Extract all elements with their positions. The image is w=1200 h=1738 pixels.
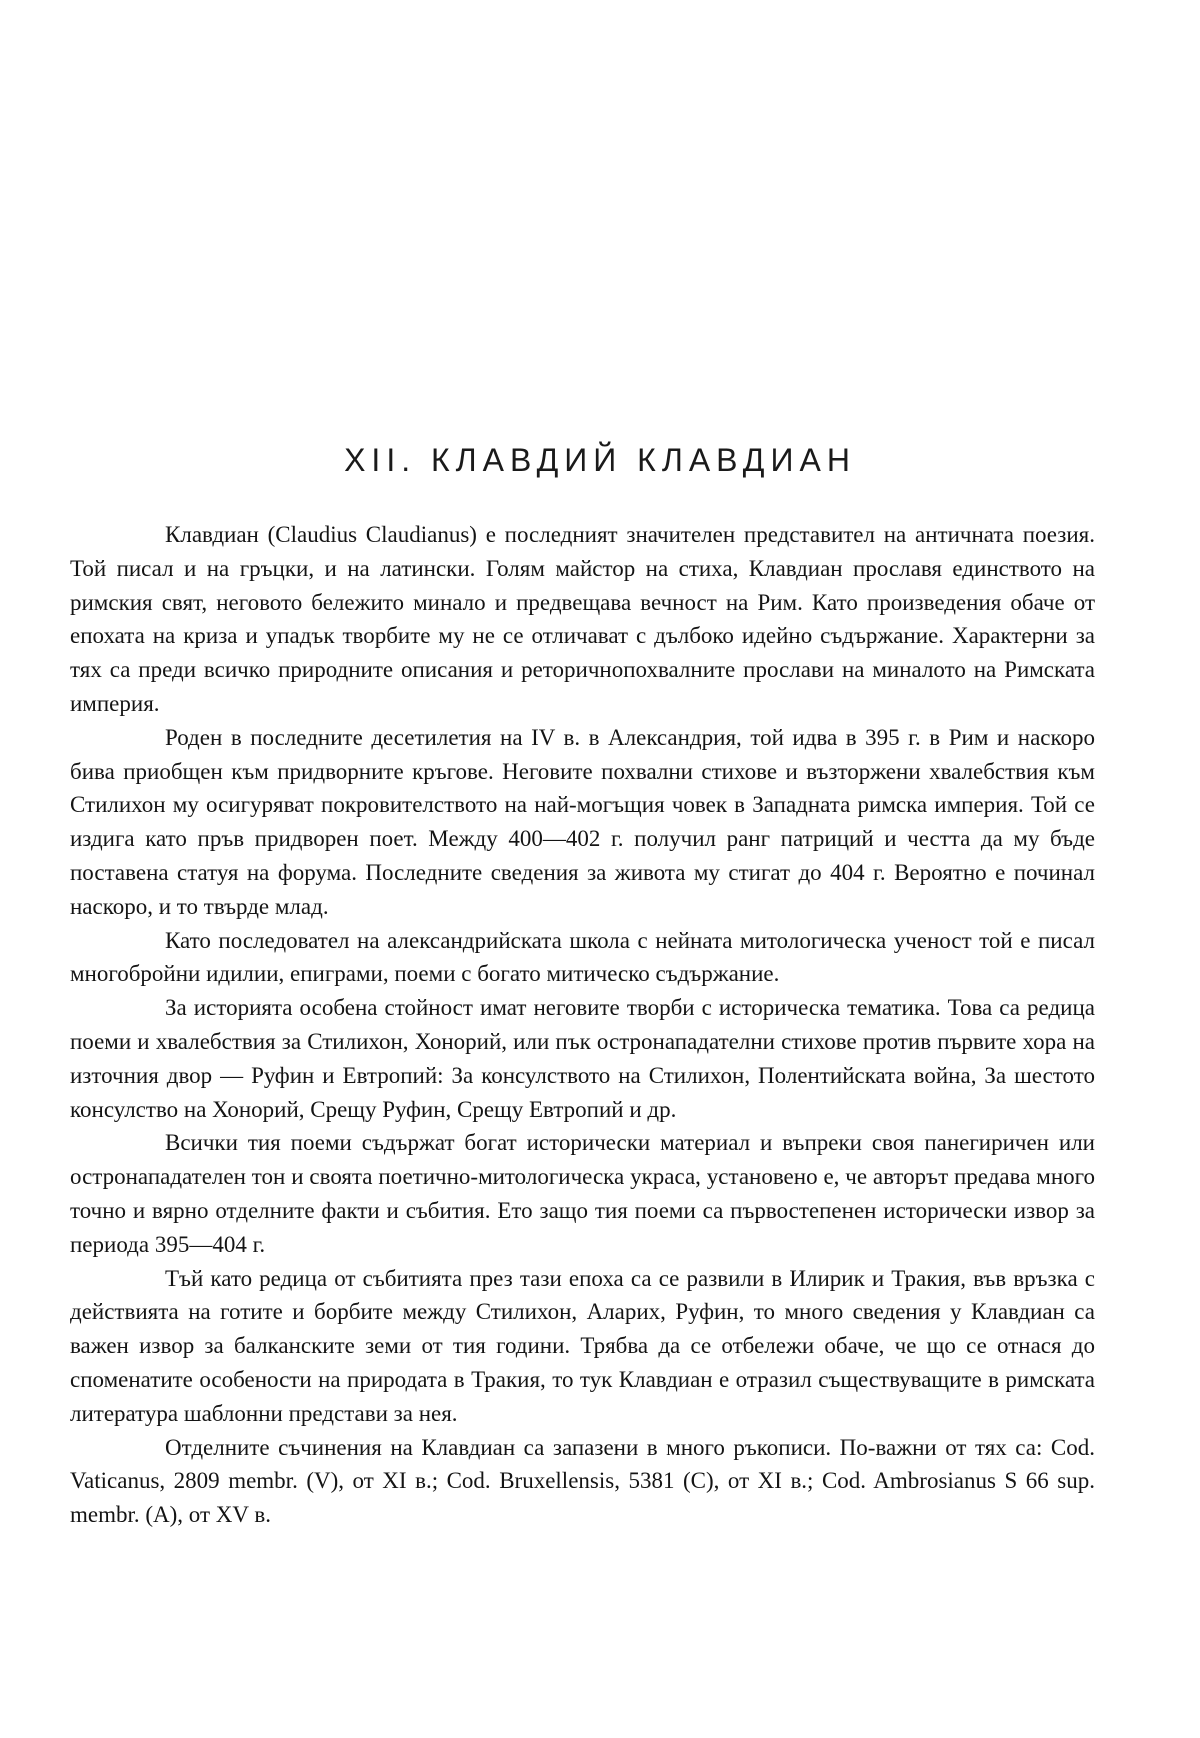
chapter-title: XII. КЛАВДИЙ КЛАВДИАН — [344, 442, 856, 478]
paragraph-historical-value: Всички тия поеми съдържат богат исторически материал и въпреки своя панегиричен или остронападателен тон и своята поетично-митологическа украса, установено е, че авторът предава много точно и вярно отделните факти и събития. Ето защо тия поеми са първостепенен исторически извор за периода 395—404 г. — [70, 1130, 1095, 1257]
paragraph-alexandrian-school: Като последовател на александрийската школа с нейната митологическа ученост той е писал многобройни идилии, епиграми, поеми с богато митическо съдържание. — [70, 927, 1095, 987]
paragraph-biography: Роден в последните десетилетия на IV в. в Александрия, той идва в 395 г. в Рим и наскоро бива приобщен към придворните кръгове. Неговите похвални стихове и възторжени хвалебствия към Стилихон му осигуряват покровителството на най-могъщия човек в Западната римска империя. Той се издига като пръв придворен поет. Между 400—402 г. получил ранг патриций и честта да му бъде поставена статуя на форума. Последните сведения за живота му стигат до 404 г. Вероятно е починал наскоро, и то твърде млад. — [70, 724, 1095, 919]
paragraph-historical-works: За историята особена стойност имат неговите творби с историческа тематика. Това са редица поеми и хвалебствия за Стилихон, Хонорий, или пък остронападателни стихове против първите хора на източния двор — Руфин и Евтропий: За консулството на Стилихон, Полентийската война, За шестото консулство на Хонорий, Срещу Руфин, Срещу Евтропий и др. — [70, 995, 1095, 1122]
paragraph-balkan-sources: Тъй като редица от събитията през тази епоха са се развили в Илирик и Тракия, във връзка с действията на готите и борбите между Стилихон, Аларих, Руфин, то много сведения у Клавдиан са важен извор за балканските земи от тия години. Трябва да се отбележи обаче, че що се отнася до споменатите особености на природата в Тракия, то тук Клавдиан е отразил съществуващите в римската литература шаблонни представи за нея. — [70, 1265, 1095, 1426]
body-text — [70, 518, 1095, 1532]
paragraph-manuscripts: Отделните съчинения на Клавдиан са запазени в много ръкописи. По-важни от тях са: Cod. Vaticanus, 2809 membr. (V), от XI в.; Cod. Bruxellensis, 5381 (C), от XI в.; Cod. Ambrosianus S 66 sup. membr. (A), от XV в. — [70, 1434, 1095, 1528]
paragraph-intro: Клавдиан (Claudius Claudianus) е последният значителен представител на античната поезия. Той писал и на гръцки, и на латински. Голям майстор на стиха, Клавдиан прославя единството на римския свят, неговото бележито минало и предвещава вечност на Рим. Като произведения обаче от епохата на криза и упадък творбите му не се отличават с дълбоко идейно съдържание. Характерни за тях са преди всичко природните описания и реторичнопохвалните прослави на миналото на Римската империя. — [70, 522, 1095, 716]
